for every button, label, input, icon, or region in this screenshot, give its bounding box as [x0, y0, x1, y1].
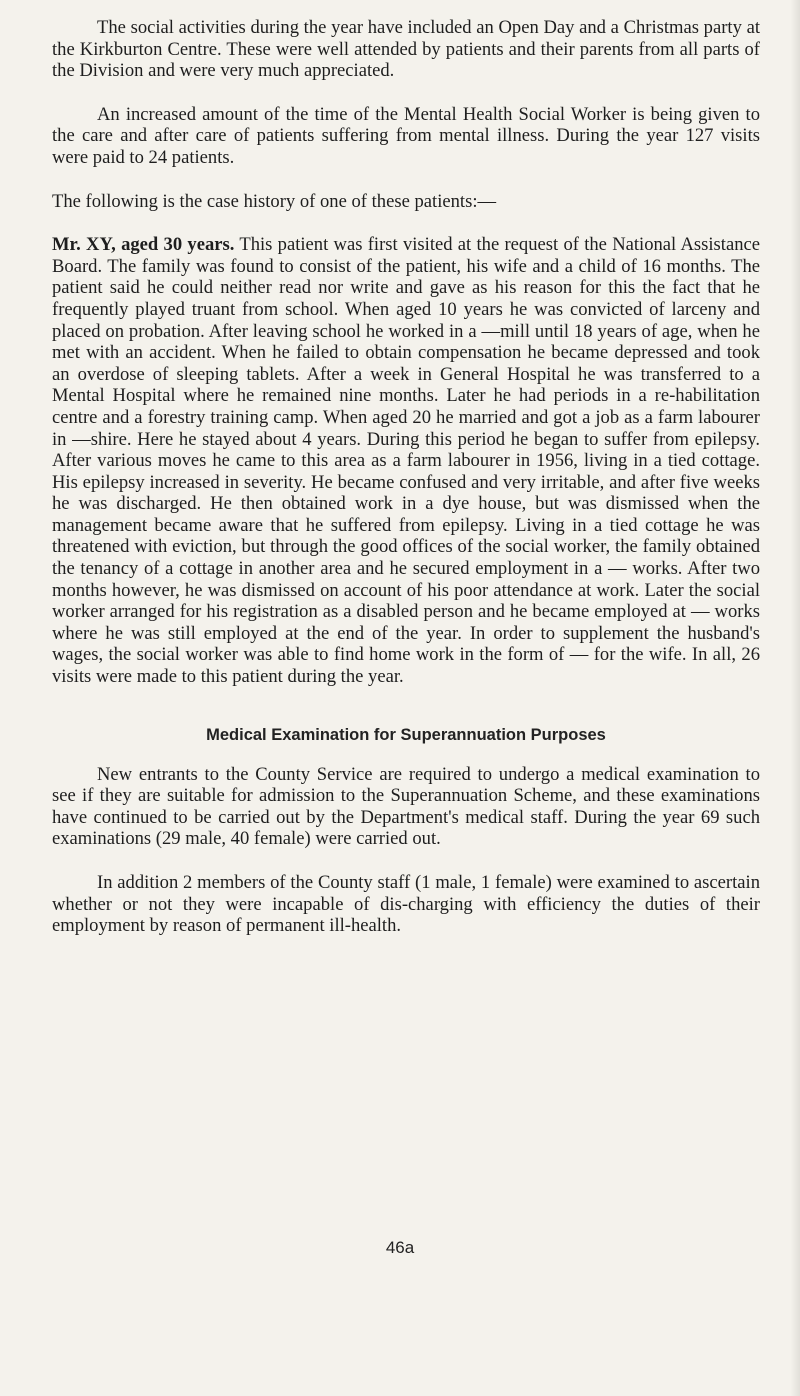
- paragraph-county-staff: In addition 2 members of the County staff (1 male, 1 female) were examined to ascertain whether or not they were incapable of dis-charging with efficiency the duties of their employment by reason of permanent ill-health.: [52, 872, 760, 937]
- case-name: Mr. XY, aged 30 years.: [52, 234, 235, 256]
- case-history-body: This patient was first visited at the request of the National Assistance Board. The family was found to consist of the patient, his wife and a child of 16 months. The patient said he could neither read nor write and gave as his reason for this the fact that he frequently played truant from school. When aged 10 years he was convicted of larceny and placed on probation. After leaving school he worked in a —mill until 18 years of age, when he met with an accident. When he failed to obtain compensation he became depressed and took an overdose of sleeping tablets. After a week in General Hospital he was transferred to a Mental Hospital where he remained nine months. Later he had periods in a re-habilitation centre and a forestry training camp. When aged 20 he married and got a job as a farm labourer in —shire. Here he stayed about 4 years. During this period he began to suffer from epilepsy. After various moves he came to this area as a farm labourer in 1956, living in a tied cottage. His epilepsy increased in severity. He became confused and very irritable, and after five weeks he was discharged. He then obtained work in a dye house, but was dismissed when the management became aware that he suffered from epilepsy. Living in a tied cottage he was threatened with eviction, but through the good offices of the social worker, the family obtained the tenancy of a cottage in another area and he secured employment in a — works. After two months however, he was dismissed on account of his poor attendance at work. Later the social worker arranged for his registration as a disabled person and he became employed at — works where he was still employed at the end of the year. In order to supplement the husband's wages, the social worker was able to find home work in the form of — for the wife. In all, 26 visits were made to this patient during the year.: [52, 234, 760, 688]
- paragraph-case-intro: The following is the case history of one of these patients:—: [52, 190, 497, 212]
- paragraph-new-entrants: New entrants to the County Service are required to undergo a medical examination to see if they are suitable for admission to the Superannuation Scheme, and these examinations have continued to be carried out by the Department's medical staff. During the year 69 such examinations (29 male, 40 female) were carried out.: [52, 763, 760, 850]
- section-heading-superannuation: Medical Examination for Superannuation Purposes: [206, 725, 606, 744]
- page-edge-shadow: [790, 0, 800, 1396]
- page-number: 46a: [385, 1238, 415, 1257]
- paragraph-social-worker-time: An increased amount of the time of the Mental Health Social Worker is being given to the care and after care of patients suffering from mental illness. During the year 127 visits were paid to 24 patients.: [52, 103, 760, 168]
- paragraph-case-history: [52, 234, 760, 687]
- paragraph-social-activities: The social activities during the year have included an Open Day and a Christmas party at the Kirkburton Centre. These were well attended by patients and their parents from all parts of the Division and were very much appreciated.: [52, 17, 760, 82]
- document-page: [52, 17, 760, 937]
